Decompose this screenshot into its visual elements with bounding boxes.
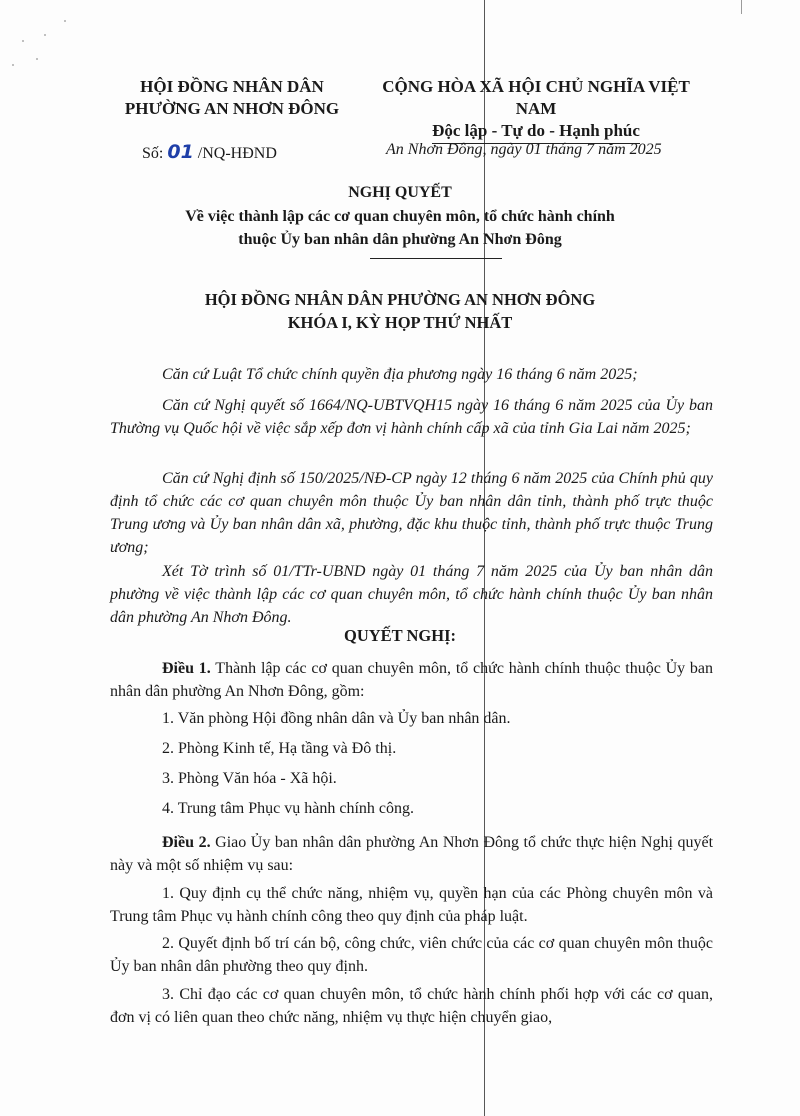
article-2-item: 3. Chỉ đạo các cơ quan chuyên môn, tổ chức hành chính phối hợp với các cơ quan, đơn vị có liên quan theo chức năng, nhiệm vụ thực hiện chuyển giao, [110, 986, 713, 1026]
title-divider [370, 258, 502, 259]
scan-edge-mark [741, 0, 742, 14]
doc-number-suffix: /NQ-HĐND [197, 145, 277, 162]
article-2-text: Giao Ủy ban nhân dân phường An Nhơn Đông tổ chức thực hiện Nghị quyết này và một số nhiệm vụ sau: [110, 834, 714, 874]
issuer-heading [0, 288, 800, 334]
doc-number-handwritten: 01 [167, 141, 194, 163]
issuer-line-2: KHÓA I, KỲ HỌP THỨ NHẤT [287, 313, 513, 332]
article-2-item: 1. Quy định cụ thể chức năng, nhiệm vụ, quyền hạn của các Phòng chuyên môn và Trung tâm Phục vụ hành chính công theo quy định của pháp luật. [110, 885, 713, 925]
national-title [368, 76, 704, 144]
legal-basis-2: Căn cứ Nghị quyết số 1664/NQ-UBTVQH15 ngày 16 tháng 6 năm 2025 của Ủy ban Thường vụ Quốc hội về việc sắp xếp đơn vị hành chính cấp xã của tỉnh Gia Lai năm 2025; [110, 397, 713, 437]
scan-speck [64, 20, 66, 22]
article-1-item: 4. Trung tâm Phục vụ hành chính công. [162, 800, 414, 817]
article-2 [110, 831, 713, 877]
article-2-label: Điều 2. [162, 834, 211, 851]
document-number [142, 141, 277, 163]
document-subject [0, 205, 800, 251]
legal-basis-1: Căn cứ Luật Tổ chức chính quyền địa phương ngày 16 tháng 6 năm 2025; [162, 366, 638, 383]
country-name: CỘNG HÒA XÃ HỘI CHỦ NGHĨA VIỆT NAM [382, 77, 690, 118]
subject-line-2: thuộc Ủy ban nhân dân phường An Nhơn Đông [238, 231, 562, 248]
national-motto: Độc lập - Tự do - Hạnh phúc [432, 120, 640, 144]
subject-line-1: Về việc thành lập các cơ quan chuyên môn, tổ chức hành chính [185, 208, 615, 225]
resolves-heading: QUYẾT NGHỊ: [343, 626, 456, 645]
scan-speck [22, 40, 24, 42]
article-1-item: 3. Phòng Văn hóa - Xã hội. [162, 770, 337, 787]
article-1-text: Thành lập các cơ quan chuyên môn, tổ chức hành chính thuộc thuộc Ủy ban nhân dân phường An Nhơn Đông, gồm: [110, 660, 714, 700]
scan-speck [12, 64, 14, 66]
scan-speck [44, 34, 46, 36]
article-1 [110, 657, 713, 703]
legal-basis-3: Căn cứ Nghị định số 150/2025/NĐ-CP ngày 12 tháng 6 năm 2025 của Chính phủ quy định tổ chức các cơ quan chuyên môn thuộc Ủy ban nhân dân tỉnh, thành phố trực thuộc Trung ương và Ủy ban nhân dân xã, phường, đặc khu thuộc tỉnh, thành phố trực thuộc Trung ương; [110, 470, 713, 556]
article-2-item: 2. Quyết định bố trí cán bộ, công chức, viên chức của các cơ quan chuyên môn thuộc Ủy ban nhân dân phường theo quy định. [110, 935, 713, 975]
doc-number-prefix: Số: [142, 145, 164, 162]
document-type: NGHỊ QUYẾT [348, 184, 452, 201]
article-1-item: 1. Văn phòng Hội đồng nhân dân và Ủy ban nhân dân. [162, 710, 511, 727]
legal-basis-4: Xét Tờ trình số 01/TTr-UBND ngày 01 tháng 7 năm 2025 của Ủy ban nhân dân phường về việc thành lập các cơ quan chuyên môn, tổ chức hành chính thuộc Ủy ban nhân dân phường An Nhơn Đông. [110, 563, 713, 626]
org-line-1: HỘI ĐỒNG NHÂN DÂN [140, 77, 324, 96]
article-1-label: Điều 1. [162, 660, 211, 677]
issuer-line-1: HỘI ĐỒNG NHÂN DÂN PHƯỜNG AN NHƠN ĐÔNG [204, 290, 596, 309]
issuing-organization [92, 76, 372, 120]
article-1-item: 2. Phòng Kinh tế, Hạ tầng và Đô thị. [162, 740, 397, 757]
date-line: An Nhơn Đông, ngày 01 tháng 7 năm 2025 [386, 141, 662, 158]
org-line-2: PHƯỜNG AN NHƠN ĐÔNG [124, 99, 340, 118]
scan-speck [36, 58, 38, 60]
